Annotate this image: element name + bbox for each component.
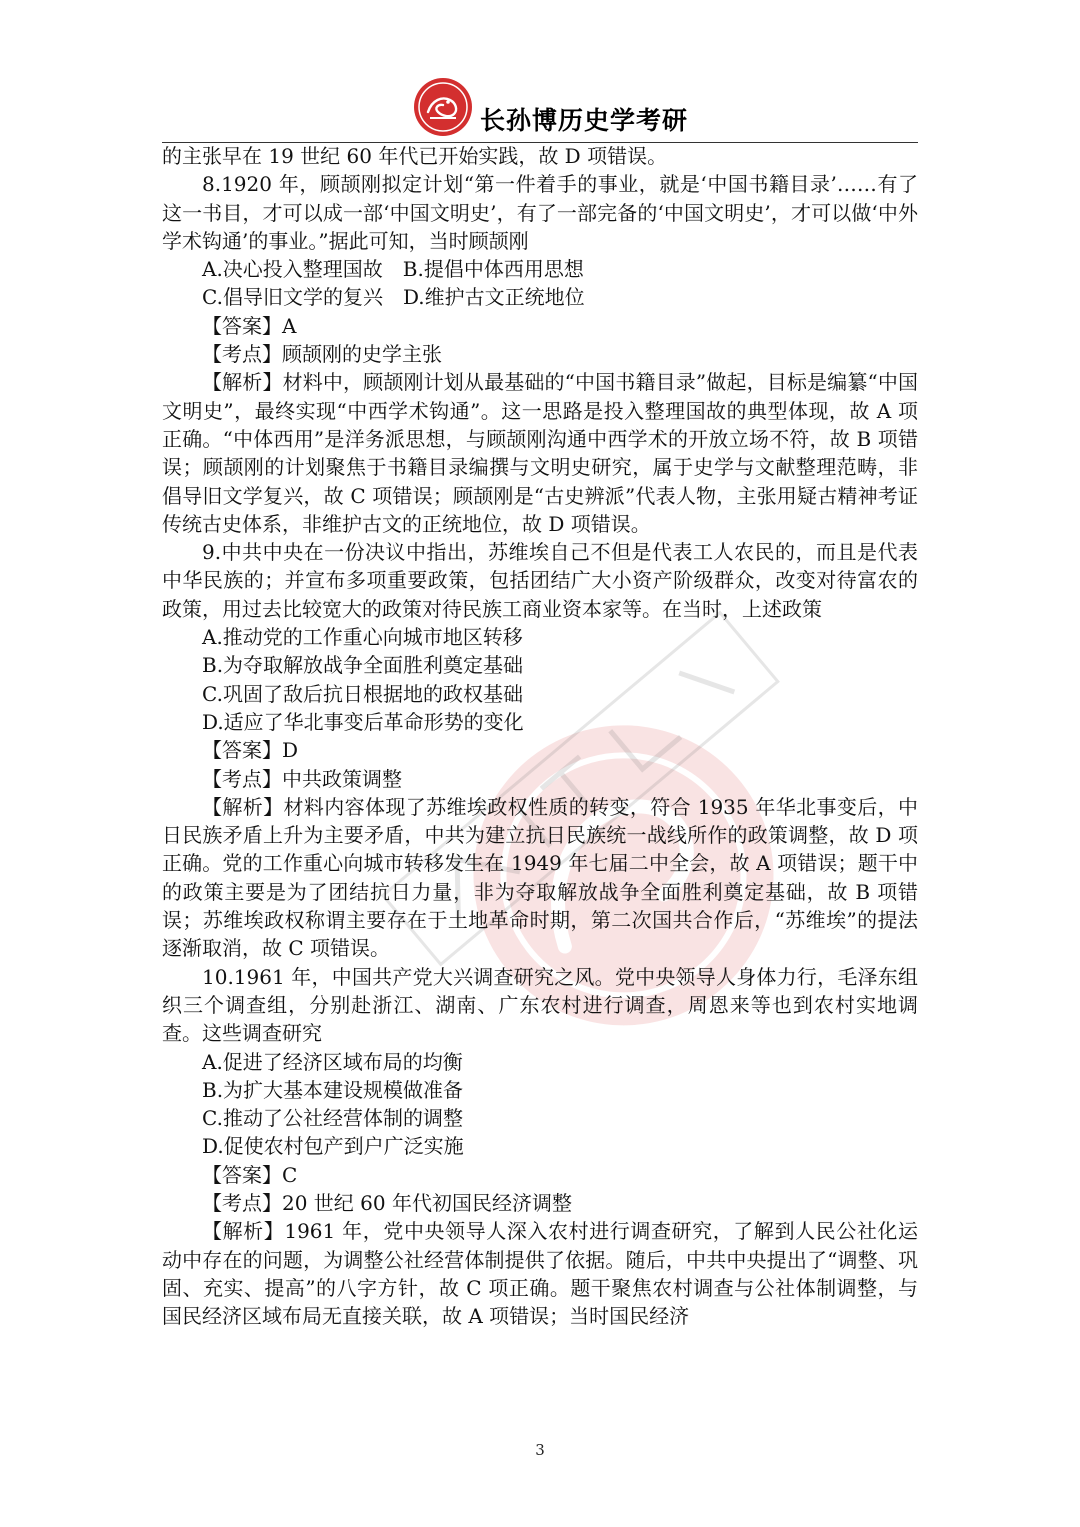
question-10-topic: 【考点】20 世纪 60 年代初国民经济调整 [202,1190,572,1215]
question-8-analysis: 【解析】材料中，顾颉刚计划从最基础的“中国书籍目录”做起，目标是编纂“中国文明史”，最终实现“中西学术钩通”。这一思路是投入整理国故的典型体现，故 A 项正确。“中体西用”是洋务派思想，与顾颉刚沟通中西学术的开放立场不符，故 B 项错误；顾颉刚的计划聚焦于书籍目录编撰与文明史研究，属于史学与文献整理范畴，非倡导旧文学复兴，故 C 项错误；顾颉刚是“古史辨派”代表人物，主张用疑古精神考证传统古史体系，非维护古文的正统地位，故 D 项错误。 [162,370,918,536]
seal-logo-icon [412,76,474,138]
question-10-option-c: C.推动了公社经营体制的调整 [202,1106,463,1131]
question-9-option-d: D.适应了华北事变后革命形势的变化 [202,709,524,734]
question-8-topic: 【考点】顾颉刚的史学主张 [202,342,442,367]
question-9-option-a: A.推动党的工作重心向城市地区转移 [202,625,523,650]
question-9: 9.中共中央在一份决议中指出，苏维埃自己不但是代表工人农民的，而且是代表中华民族的；并宣布多项重要政策，包括团结广大小资产阶级群众，改变对待富农的政策，用过去比较宽大的政策对待民族工商业资本家等。在当时，上述政策 [162,540,918,621]
question-10: 10.1961 年，中国共产党大兴调查研究之风。党中央领导人身体力行，毛泽东组织三个调查组，分别赴浙江、湖南、广东农村进行调查，周恩来等也到农村实地调查。这些调查研究 [162,964,918,1046]
question-9-answer: 【答案】D [202,738,299,763]
question-8: 8.1920 年，顾颉刚拟定计划“第一件着手的事业，就是‘中国书籍目录’……有了这一书目，才可以成一部‘中国文明史’，有了一部完备的‘中国文明史’，才可以做‘中外学术钩通’的事业。”据此可知，当时顾颉刚 [162,172,918,253]
question-9-option-b: B.为夺取解放战争全面胜利奠定基础 [202,653,524,678]
question-8-answer: 【答案】A [202,313,297,338]
question-10-analysis: 【解析】1961 年，党中央领导人深入农村进行调查研究，了解到人民公社化运动中存在的问题，为调整公社经营体制提供了依据。随后，中共中央提出了“调整、巩固、充实、提高”的八字方针，故 C 项正确。题干聚焦农村调查与公社体制调整，与国民经济区域布局无直接关联，故 A 项错误；当时国民经济 [162,1219,918,1329]
question-10-option-d: D.促使农村包产到户广泛实施 [202,1134,464,1159]
page-number: 3 [535,1441,545,1459]
question-10-option-a: A.促进了经济区域布局的均衡 [202,1049,463,1074]
question-9-topic: 【考点】中共政策调整 [202,766,402,791]
document-body [162,142,918,1330]
continuation-text: 的主张早在 19 世纪 60 年代已开始实践，故 D 项错误。 [162,144,668,168]
question-9-option-c: C.巩固了敌后抗日根据地的政权基础 [202,681,523,706]
question-8-options-ab: A.决心投入整理国故 B.提倡中体西用思想 [202,257,584,282]
question-9-analysis: 【解析】材料内容体现了苏维埃政权性质的转变，符合 1935 年华北事变后，中日民族矛盾上升为主要矛盾，中共为建立抗日民族统一战线所作的政策调整，故 D 项正确。党的工作重心向城市转移发生在 1949 年七届二中全会，故 A 项错误；题干中的政策主要是为了团结抗日力量，非为夺取解放战争全面胜利奠定基础，故 B 项错误；苏维埃政权称谓主要存在于土地革命时期，第二次国共合作后，“苏维埃”的提法逐渐取消，故 C 项错误。 [162,794,918,961]
question-8-options-cd: C.倡导旧文学的复兴 D.维护古文正统地位 [202,285,585,310]
page-header [162,70,918,143]
question-10-answer: 【答案】C [202,1162,298,1187]
header-title: 长孙博历史学考研 [480,106,689,135]
question-10-option-b: B.为扩大基本建设规模做准备 [202,1077,464,1102]
